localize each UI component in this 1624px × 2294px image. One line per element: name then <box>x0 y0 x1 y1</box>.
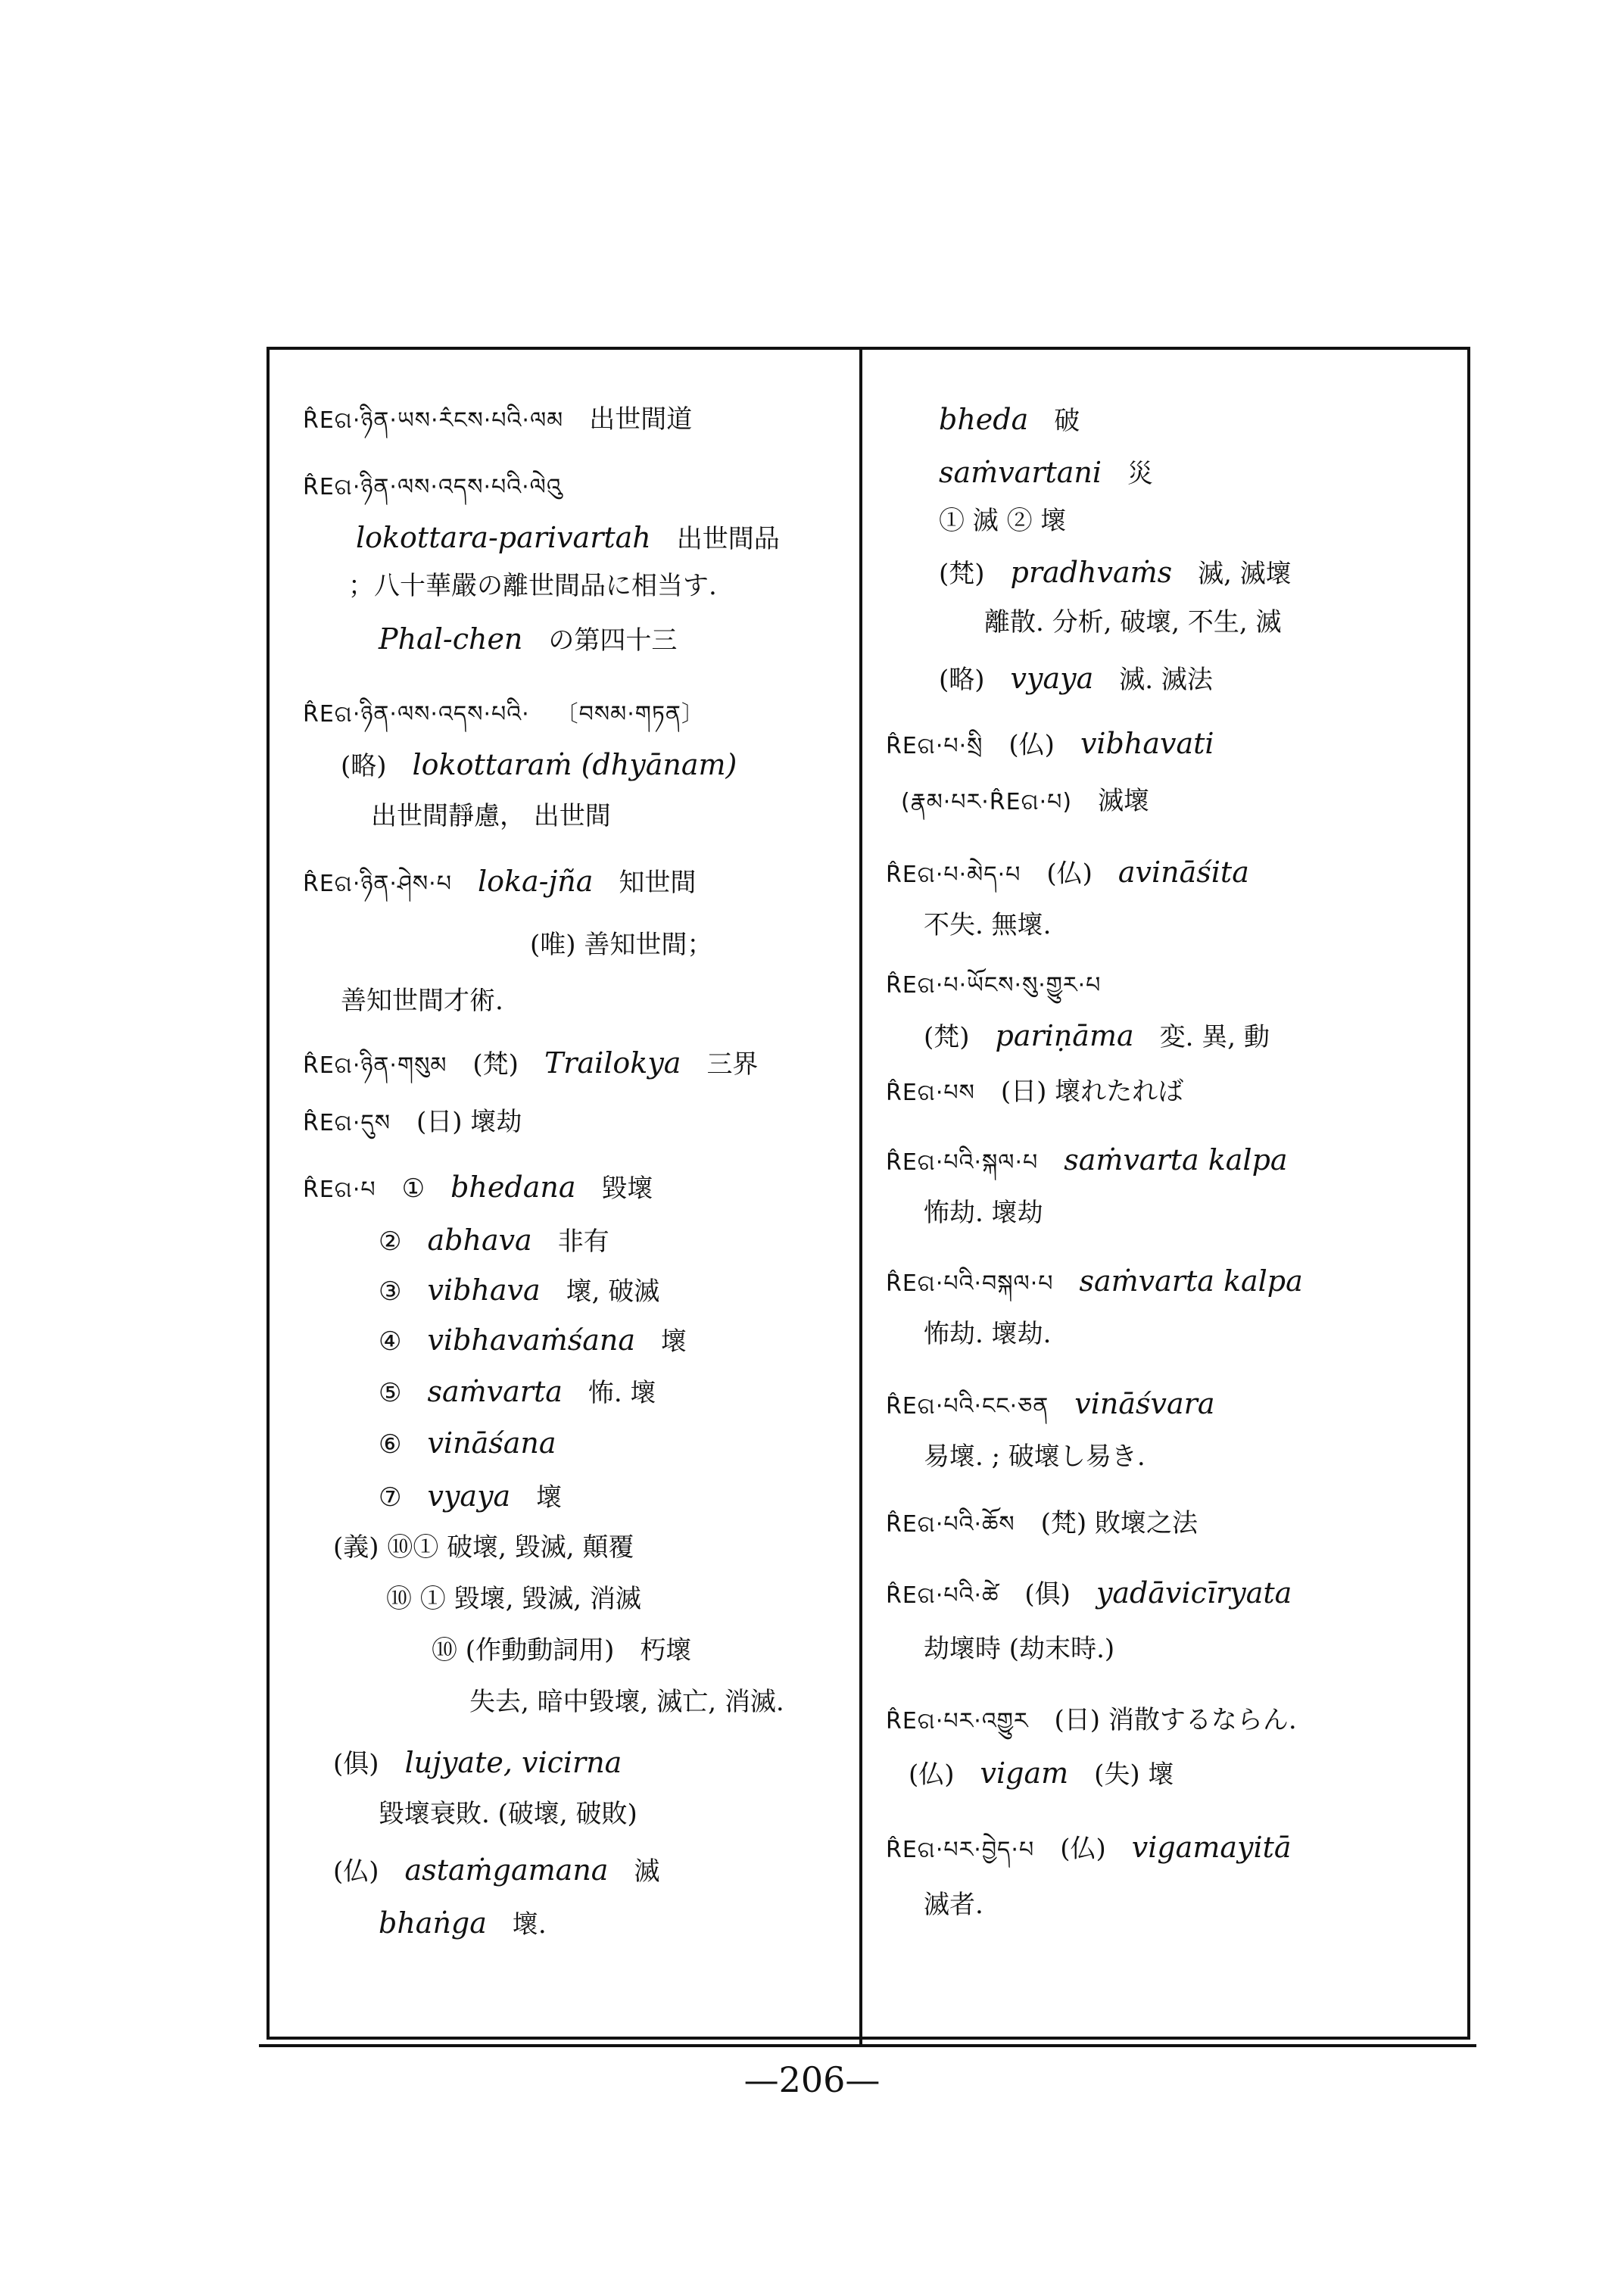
tibetan-term: R̂Eଗ·པར·འགྱུར <box>886 1708 1029 1735</box>
sanskrit-term: Phal-chen <box>379 622 523 656</box>
tibetan-term: R̂Eଗ·ཉིན·ལས·འདས·པའི·ལེའུ <box>303 474 563 500</box>
entry-line <box>379 1223 609 1258</box>
gloss-text: 怖劫. 壞劫. <box>924 1319 1052 1349</box>
gloss-text: 災 <box>1127 459 1154 489</box>
frame-bottom-rule <box>259 2044 1476 2047</box>
sanskrit-term: bheda <box>939 403 1029 436</box>
entry-line <box>886 727 1214 763</box>
gloss-text: (仏) <box>1046 859 1093 889</box>
gloss-text: 出世間靜慮， 出世間 <box>371 801 611 831</box>
gloss-text: 出世間品 <box>676 524 780 554</box>
entry-line <box>530 928 712 962</box>
gloss-text: 不失. 無壞. <box>924 910 1052 940</box>
gloss-text: の第四十三 <box>548 625 678 656</box>
gloss-text: 易壞. ; 破壞し易き. <box>924 1442 1146 1472</box>
tibetan-term: R̂Eଗ·ཉིན·ལས·འདས·པའི· <box>303 701 530 728</box>
sanskrit-term: vigam <box>980 1756 1069 1790</box>
tibetan-term: R̂Eଗ·པར·བྱེད·པ <box>886 1837 1035 1863</box>
entry-line <box>924 1632 1114 1666</box>
sanskrit-term: vigamayitā <box>1131 1831 1292 1864</box>
entry-line <box>886 968 1101 1002</box>
gloss-text: (仏) <box>333 1856 379 1887</box>
entry-line <box>333 1746 622 1781</box>
gloss-text: 滅 <box>634 1856 660 1887</box>
entry-line <box>939 556 1292 591</box>
entry-line <box>379 1273 659 1308</box>
tibetan-term: R̂Eଗ·པའི·ཆོས <box>886 1511 1015 1538</box>
gloss-text: 滅. 滅法 <box>1119 665 1213 695</box>
tibetan-term: R̂Eଗ·པ <box>303 1177 376 1203</box>
tibetan-term: R̂Eଗ·པ·མེད·པ <box>886 862 1021 888</box>
sanskrit-term: lujyate, vicirna <box>404 1746 622 1779</box>
gloss-text: ⑦ <box>379 1482 402 1513</box>
gloss-text: 破 <box>1054 406 1080 436</box>
tibetan-term: R̂Eଗ·པའི·ངང·ཅན <box>886 1393 1049 1420</box>
sanskrit-term: vibhavaṁśana <box>427 1323 636 1357</box>
page-number: —206— <box>743 2059 881 2100</box>
gloss-text: (失) 壞 <box>1094 1759 1174 1790</box>
gloss-text: (略) <box>939 665 985 695</box>
gloss-text: 怖. 壞 <box>588 1378 656 1408</box>
gloss-text: 怖劫. 壞劫 <box>924 1198 1043 1228</box>
entry-line <box>341 748 737 783</box>
gloss-text: (梵) <box>472 1049 519 1080</box>
sanskrit-term: vyaya <box>1010 662 1094 695</box>
entry-line <box>348 569 717 603</box>
entry-line <box>379 1479 562 1514</box>
gloss-text: (唯) 善知世間； <box>530 930 713 960</box>
gloss-text: ⑤ <box>379 1378 402 1408</box>
entry-line <box>939 403 1080 438</box>
sanskrit-term: vibhavati <box>1080 727 1214 760</box>
sanskrit-term: lokottaraṁ (dhyānam) <box>412 748 737 781</box>
gloss-text: (梵) <box>939 559 985 589</box>
tibetan-term: (རྣམ·པར·R̂Eଗ·པ) <box>901 789 1073 815</box>
entry-line <box>886 1143 1288 1180</box>
sanskrit-term: pariṇāma <box>995 1019 1134 1052</box>
tibetan-term: R̂Eଗ·པའི·སྐལ·པ <box>886 1149 1039 1176</box>
entry-line <box>379 1906 547 1941</box>
sanskrit-term: abhava <box>427 1223 532 1257</box>
sanskrit-term: saṁvarta <box>427 1375 563 1408</box>
gloss-text: ② <box>379 1226 402 1257</box>
tibetan-term: R̂Eଗ·ཉིན·གསུམ <box>303 1052 447 1079</box>
sanskrit-term: vināśana <box>427 1426 556 1460</box>
entry-line <box>379 1323 687 1358</box>
sanskrit-term: saṁvarta kalpa <box>1064 1143 1288 1177</box>
gloss-text: ① <box>401 1173 425 1204</box>
entry-line <box>886 1576 1292 1613</box>
sanskrit-term: yadāvicīryata <box>1096 1576 1292 1610</box>
entry-line <box>379 1375 656 1410</box>
column-divider <box>859 347 862 2046</box>
entry-line <box>909 1756 1174 1791</box>
entry-line <box>924 1019 1270 1054</box>
entry-line <box>303 1046 758 1083</box>
gloss-text: 離散. 分析, 破壞, 不生, 滅 <box>984 607 1282 637</box>
gloss-text: 壞. <box>512 1909 547 1940</box>
gloss-text: ；八十華嚴の離世間品に相当す. <box>348 571 717 601</box>
tibetan-term: R̂Eଗ·དུས <box>303 1110 391 1136</box>
gloss-text: 知世間 <box>619 868 697 898</box>
gloss-text: ④ <box>379 1326 402 1357</box>
entry-line <box>924 1196 1043 1230</box>
entry-line <box>939 504 1066 538</box>
tibetan-term: R̂Eଗ·པའི·བསྐལ·པ <box>886 1270 1054 1297</box>
entry-line <box>924 1888 983 1922</box>
gloss-text: 出世間道 <box>589 404 693 435</box>
entry-line <box>924 1440 1146 1473</box>
gloss-text: 壞 <box>536 1482 563 1513</box>
sanskrit-term: loka-jña <box>477 865 594 898</box>
entry-line <box>386 1582 641 1616</box>
entry-line <box>924 1317 1051 1351</box>
gloss-text: 朽壞 <box>640 1635 692 1666</box>
gloss-text: (日) 壞劫 <box>416 1107 522 1137</box>
entry-line <box>984 606 1281 639</box>
tibetan-term: R̂Eଗ·པ·ཡོངས·སུ·གྱུར·པ <box>886 972 1102 999</box>
gloss-text: (俱) <box>1024 1579 1071 1610</box>
sanskrit-term: astaṁgamana <box>404 1853 609 1887</box>
entry-line <box>886 856 1249 892</box>
entry-line <box>886 1703 1297 1738</box>
sanskrit-term: avināśita <box>1117 856 1249 889</box>
gloss-text: (仏) <box>1060 1834 1106 1864</box>
gloss-text: 三界 <box>706 1049 759 1080</box>
sanskrit-term: lokottara-parivartah <box>356 521 651 554</box>
sanskrit-term: vināśvara <box>1074 1387 1215 1420</box>
entry-line <box>939 456 1153 491</box>
gloss-text: 壞, 破滅 <box>566 1276 660 1307</box>
gloss-text: ③ <box>379 1276 402 1307</box>
entry-line <box>333 1531 634 1564</box>
entry-line <box>886 1075 1183 1110</box>
gloss-text: (仏) <box>909 1759 955 1790</box>
gloss-text: (義) ⑩① 破壞, 毀滅, 顛覆 <box>333 1532 634 1563</box>
entry-line <box>886 1264 1303 1301</box>
gloss-text: ⑩ (作動動詞用) <box>432 1635 615 1666</box>
entry-line <box>924 909 1051 942</box>
sanskrit-term: Trailokya <box>544 1046 681 1080</box>
entry-line <box>886 1387 1215 1423</box>
gloss-text: 非有 <box>557 1226 609 1257</box>
entry-line <box>432 1634 691 1667</box>
sanskrit-term: saṁvartani <box>939 456 1102 489</box>
sanskrit-term: pradhvaṁs <box>1010 556 1173 589</box>
sanskrit-term: bhaṅga <box>379 1906 487 1940</box>
tibetan-term: R̂Eଗ·པ·སྲི <box>886 733 983 759</box>
entry-line <box>303 469 562 504</box>
gloss-text: 失去, 暗中毀壞, 滅亡, 消滅. <box>469 1687 784 1717</box>
entry-line <box>379 1797 637 1831</box>
tibetan-term: 〔བསམ·གཏན〕 <box>555 701 705 728</box>
gloss-text: (日) 壞れたれば <box>1000 1077 1184 1107</box>
gloss-text: 劫壞時 (劫末時.) <box>924 1634 1115 1664</box>
sanskrit-term: saṁvarta kalpa <box>1079 1264 1303 1298</box>
gloss-text: (梵) <box>924 1022 970 1052</box>
gloss-text: ① 滅 ② 壞 <box>939 506 1067 536</box>
entry-line <box>303 697 705 731</box>
gloss-text: 滅, 滅壞 <box>1198 559 1292 589</box>
entry-line <box>303 403 692 438</box>
tibetan-term: R̂Eଗ·ཉིན·ཤེས·པ <box>303 871 452 897</box>
gloss-text: (梵) 敗壞之法 <box>1040 1508 1198 1538</box>
gloss-text: (仏) <box>1008 730 1055 760</box>
gloss-text: (略) <box>341 751 387 781</box>
tibetan-term: R̂Eଗ·པའི·ཚེ <box>886 1582 999 1609</box>
tibetan-term: R̂Eଗ·པས <box>886 1080 975 1106</box>
sanskrit-term: vibhava <box>427 1273 541 1307</box>
entry-line <box>379 1426 556 1461</box>
entry-line <box>469 1685 784 1719</box>
gloss-text: 変. 異, 動 <box>1159 1022 1270 1052</box>
gloss-text: 滅者. <box>924 1890 983 1920</box>
gloss-text: 壞 <box>661 1326 687 1357</box>
entry-line <box>341 984 503 1018</box>
gloss-text: ⑥ <box>379 1429 402 1460</box>
gloss-text: 毀壞衰敗. (破壞, 破敗) <box>379 1799 637 1829</box>
entry-line <box>333 1853 659 1888</box>
gloss-text: 毀壞 <box>601 1173 653 1204</box>
gloss-text: (俱) <box>333 1749 379 1779</box>
entry-line <box>379 622 677 657</box>
entry-line <box>356 521 780 556</box>
sanskrit-term: bhedana <box>450 1170 576 1204</box>
entry-line <box>901 784 1149 819</box>
entry-line <box>886 1507 1198 1541</box>
entry-line <box>303 865 696 901</box>
sanskrit-term: vyaya <box>427 1479 511 1513</box>
entry-line <box>939 662 1213 697</box>
entry-line <box>886 1831 1292 1867</box>
gloss-text: ⑩ ① 毀壞, 毀滅, 消滅 <box>386 1584 641 1614</box>
entry-line <box>371 799 611 833</box>
tibetan-term: R̂Eଗ·ཉིན·ཡས·ར̂ངས·པའི·ལམ <box>303 407 564 434</box>
entry-line <box>303 1170 653 1207</box>
gloss-text: (日) 消散するならん. <box>1054 1705 1297 1735</box>
entry-line <box>303 1105 522 1140</box>
gloss-text: 善知世間才術. <box>341 986 503 1016</box>
gloss-text: 滅壞 <box>1098 786 1150 816</box>
